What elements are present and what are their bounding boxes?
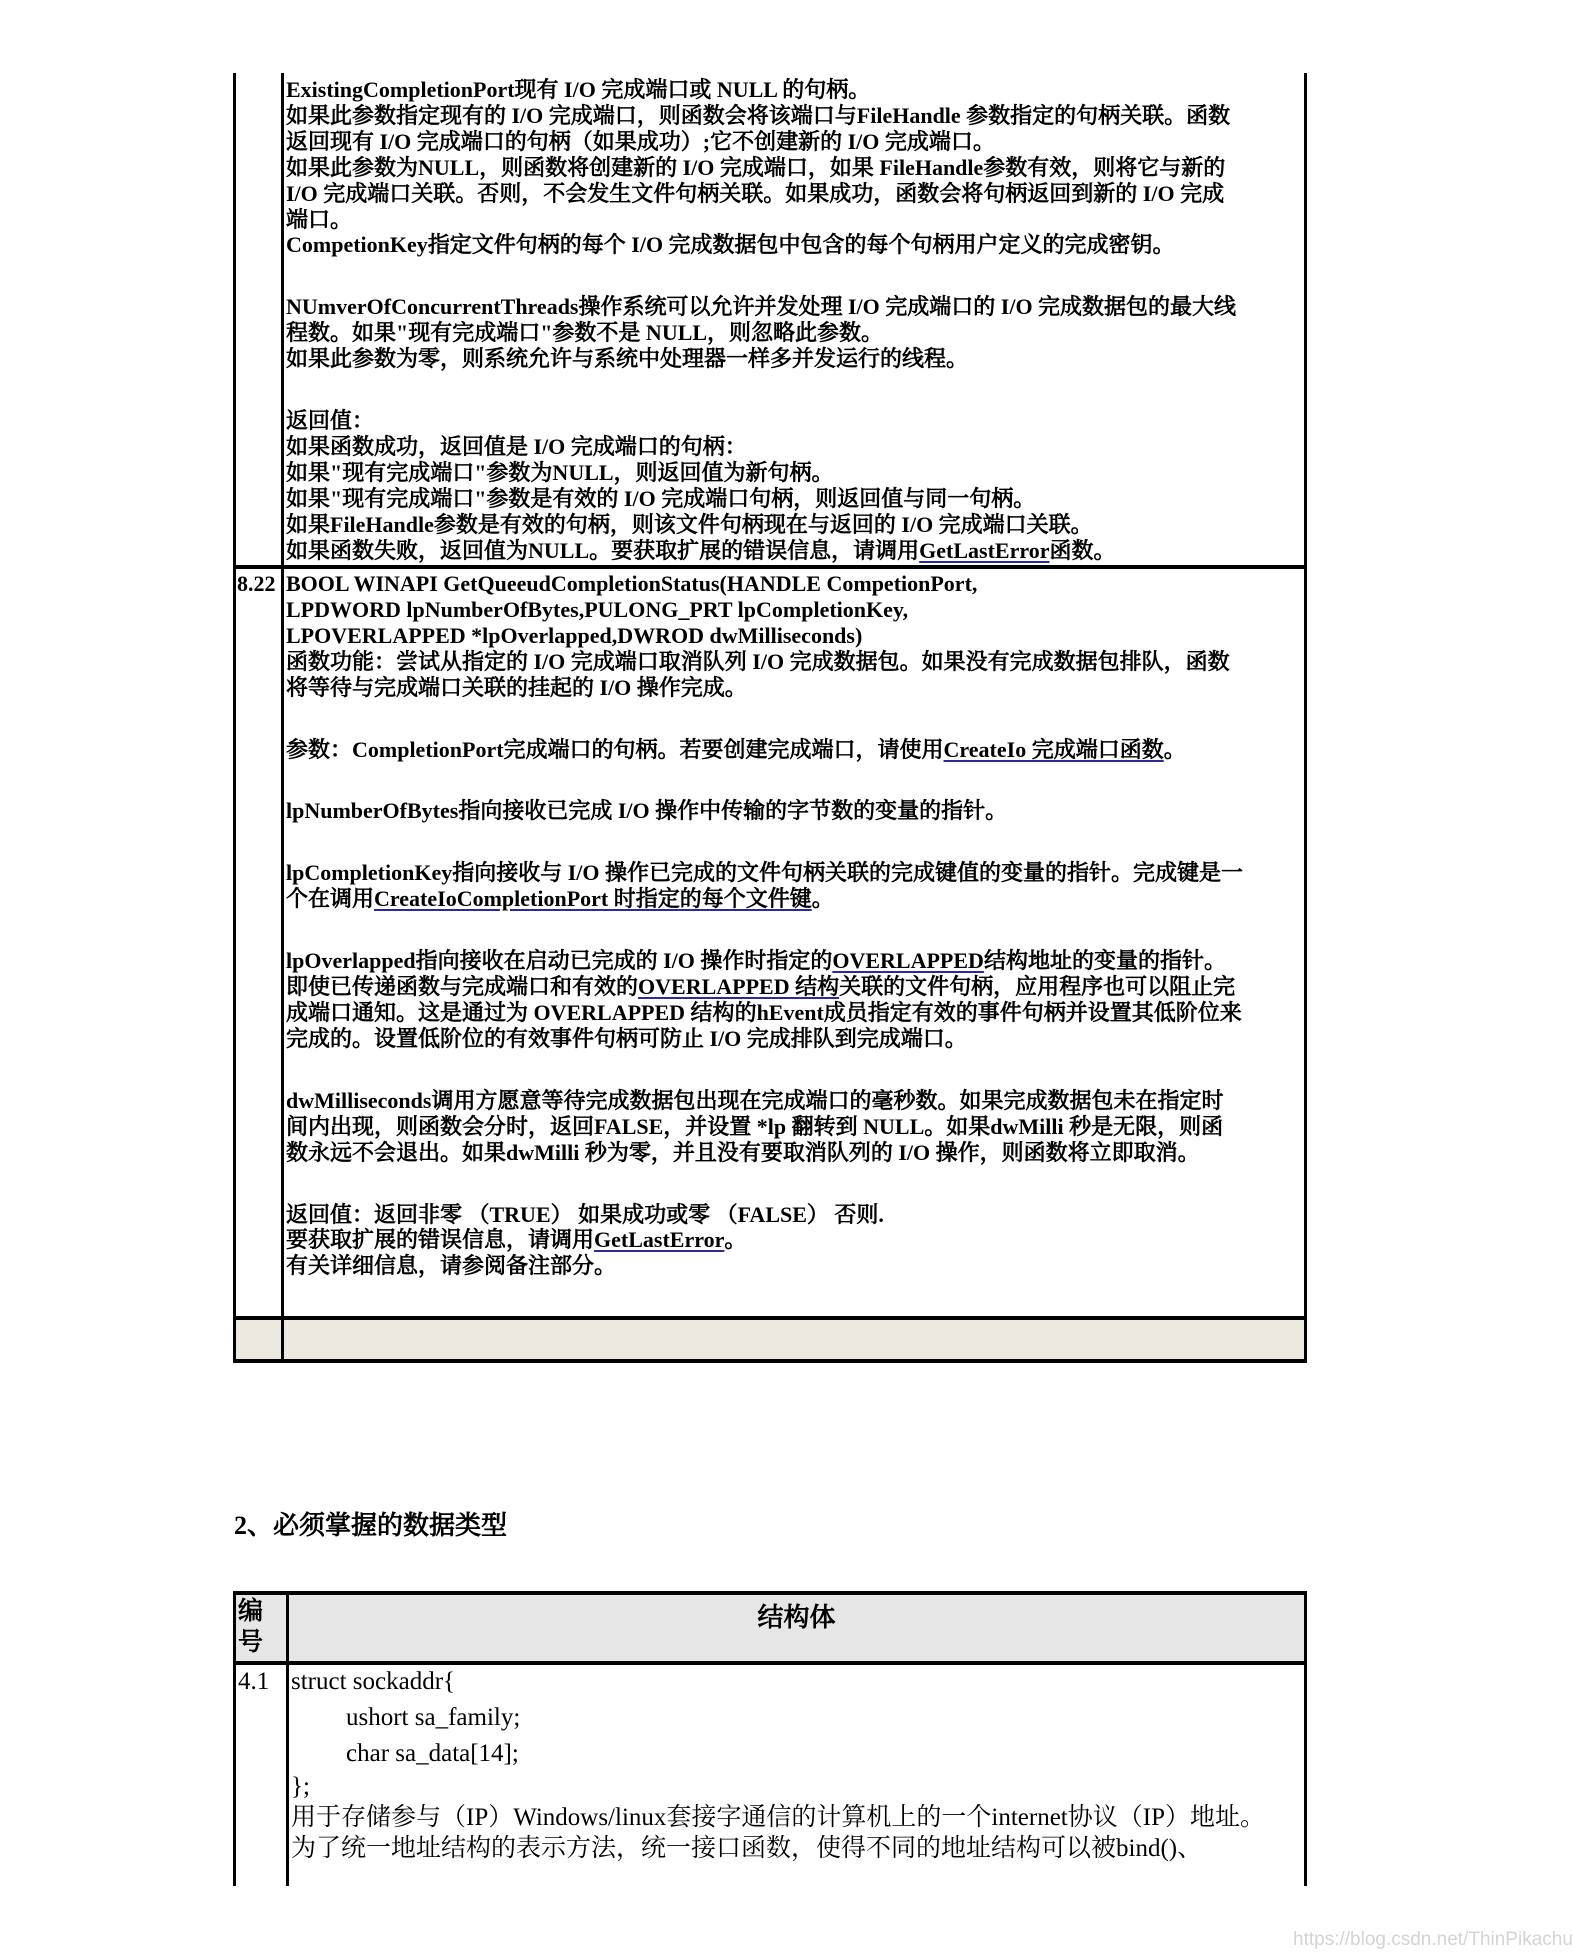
text-segment: lpCompletionKey指向接收与 I/O 操作已完成的文件句柄关联的完成键值的变量的指针。完成键是一 [286, 860, 1244, 886]
table-row-content [286, 77, 1236, 564]
text-line [286, 1114, 1243, 1140]
blank-line [286, 1166, 1243, 1202]
text-line [286, 434, 1236, 460]
text-segment: 函数。 [1049, 537, 1116, 563]
text-segment: 关联的文件句柄，应用程序也可以阻止完 [839, 974, 1236, 1000]
header-number [238, 1596, 263, 1658]
text-segment: 函数功能：尝试从指定的 I/O 完成端口取消队列 I/O 完成数据包。如果没有完成数据包排队，函数 [286, 648, 1230, 674]
code-line: struct sockaddr{ [291, 1668, 456, 1695]
text-segment: LPDWORD lpNumberOfBytes,PULONG_PRT lpCompletionKey, [286, 596, 909, 622]
empty-footer-row [236, 1319, 1304, 1359]
header-title: 结构体 [757, 1603, 836, 1632]
text-line [286, 207, 1236, 233]
table-column-divider [286, 1591, 289, 1886]
text-line [286, 1026, 1243, 1052]
section-heading: 2、必须掌握的数据类型 [234, 1511, 508, 1540]
text-line [286, 77, 1236, 103]
text-line [286, 320, 1236, 346]
code-line: char sa_data[14]; [346, 1740, 519, 1767]
text-segment: LPOVERLAPPED *lpOverlapped,DWROD dwMilliseconds) [286, 622, 863, 648]
text-segment: NUmverOfConcurrentThreads操作系统可以允许并发处理 I/O 完成端口的 I/O 完成数据包的最大线 [286, 294, 1237, 320]
text-line [286, 1000, 1243, 1026]
text-segment: 。 [811, 886, 834, 912]
text-line [286, 346, 1236, 372]
text-line [286, 597, 1243, 623]
text-line [286, 129, 1236, 155]
text-segment: 如果函数成功，返回值是 I/O 完成端口的句柄： [286, 433, 747, 459]
row-divider [233, 1316, 1307, 1320]
doc-link[interactable]: OVERLAPPED [832, 948, 984, 974]
footer-column-divider [281, 1316, 284, 1362]
text-segment: 。 [724, 1227, 747, 1253]
text-segment: 数永远不会退出。如果dwMilli 秒为零，并且没有要取消队列的 I/O 操作，则函数将立即取消。 [286, 1139, 1200, 1165]
text-segment: 要获取扩展的错误信息，请调用 [286, 1227, 595, 1253]
table-column-divider [281, 73, 284, 1363]
table-border-top [233, 1591, 1307, 1595]
text-segment: 程数。如果"现有完成端口"参数不是 NULL，则忽略此参数。 [286, 320, 884, 346]
text-segment: 如果函数失败，返回值为NULL。要获取扩展的错误信息，请调用 [286, 537, 920, 563]
blank-line [286, 1052, 1243, 1088]
table-border-left [233, 73, 236, 1363]
doc-link[interactable]: OVERLAPPED 结构 [638, 974, 840, 1000]
text-segment: 成端口通知。这是通过为 OVERLAPPED 结构的hEvent成员指定有效的事件句柄并设置其低阶位来 [286, 999, 1242, 1025]
text-segment: 如果此参数为NULL，则函数将创建新的 I/O 完成端口，如果 FileHandle参数有效，则将它与新的 [286, 154, 1226, 180]
text-line [286, 623, 1243, 649]
text-segment: 如果"现有完成端口"参数是有效的 I/O 完成端口句柄，则返回值与同一句柄。 [286, 485, 1036, 511]
text-segment: 如果FileHandle参数是有效的句柄，则该文件句柄现在与返回的 I/O 完成端口关联。 [286, 511, 1093, 537]
text-line [286, 860, 1243, 886]
blank-line [286, 258, 1236, 294]
text-segment: 参数：CompletionPort完成端口的句柄。若要创建完成端口，请使用 [286, 736, 944, 762]
text-segment: 完成的。设置低阶位的有效事件句柄可防止 I/O 完成排队到完成端口。 [286, 1025, 967, 1051]
text-line [286, 571, 1243, 597]
text-segment: 返回值：返回非零 （TRUE） 如果成功或零 （FALSE） 否则. [286, 1201, 884, 1227]
text-segment: 返回值： [286, 408, 375, 434]
text-segment: dwMilliseconds调用方愿意等待完成数据包出现在完成端口的毫秒数。如果完成数据包未在指定时 [286, 1087, 1224, 1113]
struct-code [291, 1664, 1265, 1864]
text-segment: 结构地址的变量的指针。 [983, 948, 1226, 974]
code-line: ushort sa_family; [346, 1704, 521, 1731]
text-line [286, 675, 1243, 701]
text-segment: ExistingCompletionPort现有 I/O 完成端口或 NULL 的句柄。 [286, 77, 871, 102]
text-line [286, 103, 1236, 129]
code-line: }; [291, 1773, 310, 1800]
text-line [286, 798, 1243, 824]
doc-link[interactable]: CreateIoCompletionPort 时指定的每个文件键 [374, 886, 812, 912]
text-line [286, 1088, 1243, 1114]
text-line [286, 181, 1236, 207]
blank-line [286, 701, 1243, 737]
doc-link[interactable]: CreateIo 完成端口函数 [943, 736, 1164, 762]
text-segment: 。 [1163, 736, 1186, 762]
table-border-right [1304, 73, 1307, 1363]
text-segment: CompetionKey指定文件句柄的每个 I/O 完成数据包中包含的每个句柄用户定义的完成密钥。 [286, 232, 1175, 258]
description-line: 为了统一地址结构的表示方法，统一接口函数，使得不同的地址结构可以被bind()、 [291, 1835, 1203, 1862]
blank-line [286, 824, 1243, 860]
text-segment: 个在调用 [286, 886, 375, 912]
table-border-bottom [233, 1359, 1307, 1363]
header-number-line: 编 [238, 1598, 264, 1625]
text-line [286, 512, 1236, 538]
text-line [286, 737, 1243, 763]
text-line [286, 886, 1243, 912]
doc-link[interactable]: GetLastError [594, 1227, 725, 1253]
row-divider [233, 565, 1307, 569]
table-row-content [286, 571, 1243, 1279]
text-line [286, 538, 1236, 564]
text-segment: I/O 完成端口关联。否则，不会发生文件句柄关联。如果成功，函数会将句柄返回到新的 I/O 完成 [286, 180, 1225, 206]
text-line [286, 486, 1236, 512]
text-line [286, 1140, 1243, 1166]
text-line [286, 294, 1236, 320]
text-line [286, 232, 1236, 258]
text-segment: 返回现有 I/O 完成端口的句柄（如果成功）;它不创建新的 I/O 完成端口。 [286, 128, 995, 154]
header-number-line: 号 [238, 1629, 264, 1656]
blank-line [286, 762, 1243, 798]
text-segment: 有关详细信息，请参阅备注部分。 [286, 1253, 617, 1279]
text-segment: 即使已传递函数与完成端口和有效的 [286, 974, 639, 1000]
text-line [286, 1227, 1243, 1253]
text-segment: lpOverlapped指向接收在启动已完成的 I/O 操作时指定的 [286, 948, 833, 974]
description-line: 用于存储参与（IP）Windows/linux套接字通信的计算机上的一个internet协议（IP）地址。 [291, 1804, 1265, 1831]
row-number: 8.22 [237, 571, 276, 596]
text-segment: 间内出现，则函数会分时，返回FALSE，并设置 *lp 翻转到 NULL。如果dwMilli 秒是无限，则函 [286, 1113, 1224, 1139]
table-border-left [233, 1591, 236, 1886]
text-line [286, 948, 1243, 974]
text-line [286, 460, 1236, 486]
text-line [286, 974, 1243, 1000]
blank-line [286, 912, 1243, 948]
text-line [286, 408, 1236, 434]
text-segment: 如果此参数为零，则系统允许与系统中处理器一样多并发运行的线程。 [286, 346, 969, 372]
text-segment: 如果"现有完成端口"参数为NULL，则返回值为新句柄。 [286, 459, 834, 485]
text-line [286, 1202, 1243, 1228]
table-border-right [1304, 1591, 1307, 1886]
blank-line [286, 372, 1236, 408]
watermark: https://blog.csdn.net/ThinPikachu [1293, 1929, 1573, 1950]
text-line [286, 155, 1236, 181]
text-segment: BOOL WINAPI GetQueeudCompletionStatus(HANDLE CompetionPort, [286, 571, 978, 596]
text-segment: 端口。 [286, 206, 353, 232]
text-segment: 如果此参数指定现有的 I/O 完成端口，则函数会将该端口与FileHandle 参数指定的句柄关联。函数 [286, 102, 1231, 128]
row-number: 4.1 [238, 1668, 270, 1695]
text-segment: 将等待与完成端口关联的挂起的 I/O 操作完成。 [286, 674, 747, 700]
text-line [286, 1253, 1243, 1279]
text-segment: lpNumberOfBytes指向接收已完成 I/O 操作中传输的字节数的变量的指针。 [286, 798, 1008, 824]
doc-link[interactable]: GetLastError [919, 537, 1050, 563]
text-line [286, 649, 1243, 675]
